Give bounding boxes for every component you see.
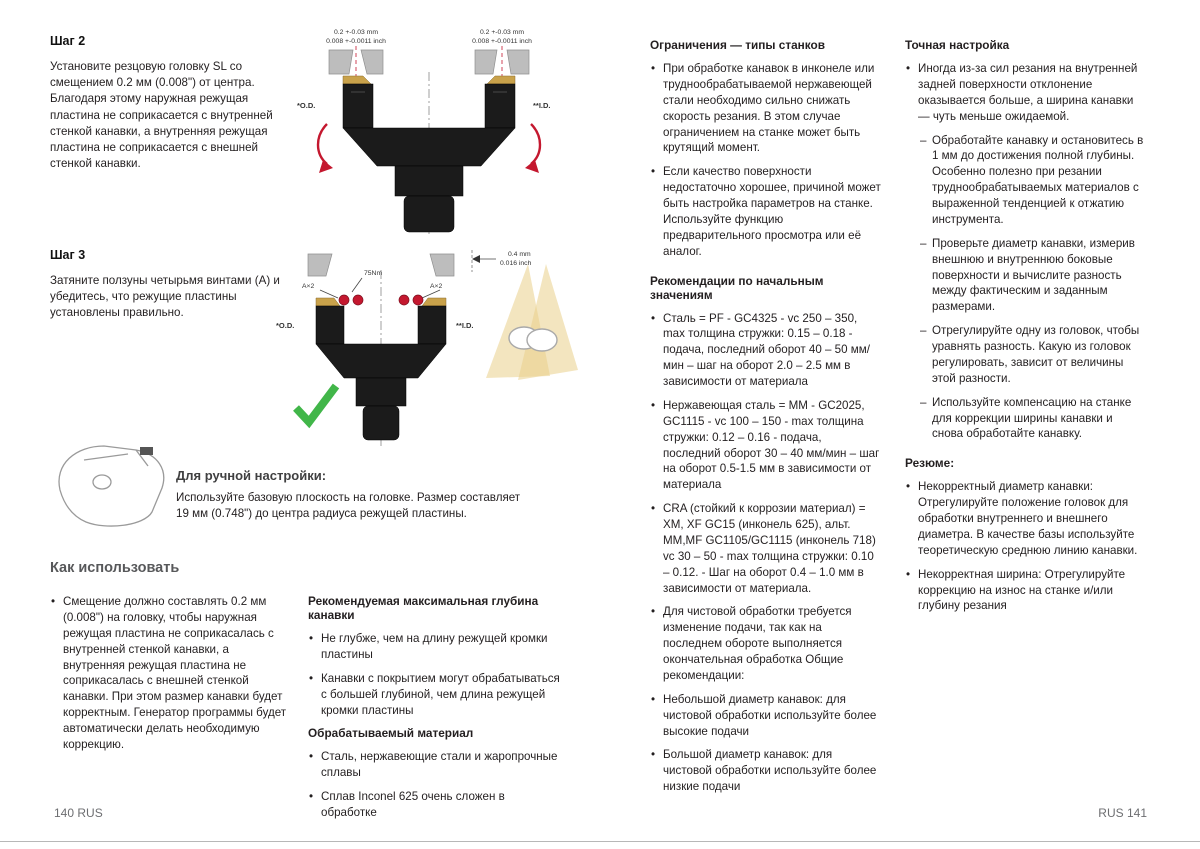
depth-material-column — [308, 594, 560, 829]
limitations-title: Ограничения — типы станков — [650, 38, 825, 52]
fig1-dim-mm-right: 0.2 +-0.03 mm — [479, 29, 525, 36]
depth-title: Рекомендуемая максимальная глубина канавки — [308, 594, 539, 622]
fig2-id-label: **I.D. — [456, 321, 474, 330]
list-item: • Не глубже, чем на длину режущей кромки пластины — [308, 631, 560, 663]
how-to-use-list — [50, 594, 294, 753]
material-list — [308, 749, 560, 821]
list-item: • Канавки с покрытием могут обрабатываться с большей глубиной, чем длина режущей кромки пластины — [308, 671, 560, 719]
limitations-list — [650, 61, 882, 260]
how-to-use-column — [50, 594, 294, 761]
list-item: • Сталь, нержавеющие стали и жаропрочные сплавы — [308, 749, 560, 781]
step2-title: Шаг 2 — [50, 34, 86, 48]
recommendations-title: Рекомендации по начальным значениям — [650, 273, 824, 302]
fig2-torque-label: 75Nm — [364, 270, 383, 277]
fig1-dim-inch-right: 0.008 +-0.0011 inch — [472, 38, 532, 45]
page-number-right: RUS 141 — [1098, 806, 1147, 820]
list-item: • Небольшой диаметр канавок: для чистовой обработки используйте более высокие подачи — [650, 692, 882, 740]
manual-setting-body: Используйте базовую плоскость на головке. Размер составляет 19 мм (0.748") до центра радиуса режущей пластины. — [176, 491, 521, 521]
list-item: – Отрегулируйте одну из головок, чтобы уравнять разность. Какую из головок регулировать, зависит от величины этой разности. — [919, 323, 1145, 387]
checkmark-icon — [290, 380, 342, 430]
list-item: • Нержавеющая сталь = MM - GC2025, GC1115 - vc 100 – 150 - max толщина стружки: 0.12 – 0.16 - подача, последний оборот 30 – 40 мм/мин – шаг на оборот 0.5-1.5 мм в зависимости от материала — [650, 398, 882, 493]
list-item: • Если качество поверхности недостаточно хорошее, причиной может быть настройка параметров на станке. Используйте функцию предварительного просмотра или её аналог. — [650, 164, 882, 259]
list-item: • Иногда из-за сил резания на внутренней задней поверхности отклонение оказывается больше, а ширина канавки — чуть меньше ожидаемой. — [905, 61, 1145, 125]
manual-setting-section — [176, 468, 524, 522]
list-item: – Обработайте канавку и остановитесь в 1 мм до достижения полной глубины. Особенно полезно при резании труднообрабатываемых материалов с выраженной тенденцией к отжатию инструмента. — [919, 133, 1145, 228]
list-item: • Большой диаметр канавок: для чистовой обработки используйте более низкие подачи — [650, 747, 882, 795]
list-item: • CRA (стойкий к коррозии материал) = XM, XF GC15 (инконель 625), альт. MM,MF GC1105/GC1115 (инконель 718) vc 30 – 50 - max толщина стружки: 0.10 – 0.12. - Шаг на оборот 0.4 – 1.0 мм в зависимости от материала. — [650, 501, 882, 596]
summary-list — [905, 479, 1145, 614]
summary-title: Резюме: — [905, 456, 955, 471]
recommendations-list — [650, 311, 882, 796]
page-edge-line — [0, 841, 1200, 842]
how-to-use-title: Как использовать — [50, 560, 180, 576]
step3-body: Затяните ползуны четырьмя винтами (А) и убедитесь, что режущие пластины установлены правильно. — [50, 274, 280, 320]
fig1-dim-mm-left: 0.2 +-0.03 mm — [333, 29, 379, 36]
step2-section — [50, 34, 286, 173]
fig2-dim-mm: 0.4 mm — [508, 251, 531, 258]
list-item: • Для чистовой обработки требуется изменение подачи, так как на последнем обороте выполняется окончательная обработка Общие рекомендации: — [650, 604, 882, 683]
list-item: • Некорректный диаметр канавки: Отрегулируйте положение головок для обработки внутреннего и внешнего диаметра. В качестве базы используйте теоретическую среднюю линию канавки. — [905, 479, 1145, 558]
depth-list — [308, 631, 560, 718]
fine-tuning-list — [905, 61, 1145, 442]
fig1-id-label: **I.D. — [533, 101, 551, 110]
step2-body: Установите резцовую головку SL со смещением 0.2 мм (0.008") от центра. Благодаря этому наружная режущая пластина не соприкасается с внутренней стенкой канавки, а внутренняя режущая пластина не соприкасается с внешней стенкой канавки. — [50, 60, 273, 171]
list-item: • Сплав Inconel 625 очень сложен в обработке — [308, 789, 560, 821]
fine-tuning-column — [905, 38, 1145, 622]
how-to-use-heading — [50, 560, 350, 576]
fig2-screw-label-left: A×2 — [302, 283, 315, 290]
figure-beam-illustration — [466, 246, 590, 414]
list-item: • Некорректная ширина: Отрегулируйте коррекцию на износ на станке и/или глубину резания — [905, 567, 1145, 615]
list-item: – Проверьте диаметр канавки, измерив внешнюю и внутреннюю боковые поверхности и вычислите разность между фактическим и заданным размерами. — [919, 236, 1145, 315]
cutter-head-drawing — [36, 430, 178, 534]
fig2-screw-label-right: A×2 — [430, 283, 443, 290]
step3-title: Шаг 3 — [50, 248, 86, 262]
fine-tuning-title: Точная настройка — [905, 38, 1010, 52]
fig1-od-label: *O.D. — [297, 101, 316, 110]
material-title: Обрабатываемый материал — [308, 726, 474, 741]
limitations-column — [650, 38, 882, 803]
page-number-left: 140 RUS — [54, 806, 103, 820]
list-item: • Смещение должно составлять 0.2 мм (0.008") на головку, чтобы наружная режущая пластина не соприкасалась с внутренней стенкой канавки, а внутренняя режущая пластина не соприкасалась с внешней стенкой канавки. При этом размер канавки будет корректным. Генератор программы будет автоматически делать необходимую коррекцию. — [50, 594, 294, 753]
fig2-od-label: *O.D. — [276, 321, 295, 330]
fig2-dim-inch: 0.016 inch — [500, 260, 532, 267]
list-item: • Сталь = PF - GC4325 - vc 250 – 350, max толщина стружки: 0.15 – 0.18 - подача, последний оборот 40 – 50 мм/мин – шаг на оборот 2.0 – 2.5 мм в зависимости от материала — [650, 311, 882, 390]
step3-section — [50, 248, 286, 322]
fig1-dim-inch-left: 0.008 +-0.0011 inch — [326, 38, 386, 45]
figure-offset-diagram — [283, 26, 575, 240]
list-item: • При обработке канавок в инконеле или труднообрабатываемой нержавеющей стали необходимо сильно снижать скорость резания. В этом случае ограничением на станке может быть крутящий момент. — [650, 61, 882, 156]
list-item: – Используйте компенсацию на станке для коррекции ширины канавки и снова обработайте канавку. — [919, 395, 1145, 443]
manual-setting-title: Для ручной настройки: — [176, 468, 327, 483]
